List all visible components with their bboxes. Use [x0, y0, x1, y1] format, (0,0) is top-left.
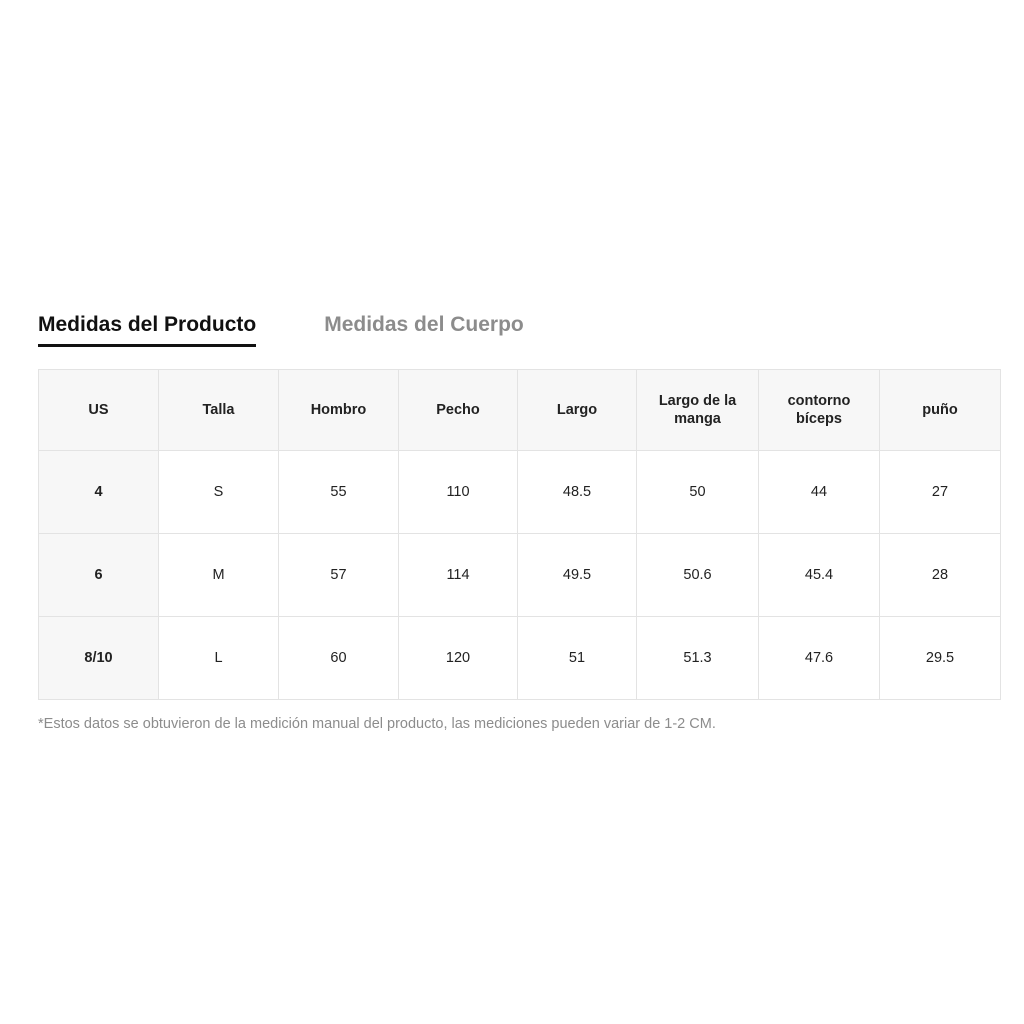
cell-largo: 51 [518, 617, 637, 700]
table-row [39, 451, 1001, 534]
cell-largo-manga: 50 [637, 451, 759, 534]
cell-largo-manga: 51.3 [637, 617, 759, 700]
cell-hombro: 55 [279, 451, 399, 534]
cell-puno: 28 [880, 534, 1001, 617]
cell-contorno-biceps: 47.6 [759, 617, 880, 700]
cell-hombro: 60 [279, 617, 399, 700]
column-header-pecho: Pecho [399, 370, 518, 451]
cell-talla: M [159, 534, 279, 617]
cell-us: 6 [39, 534, 159, 617]
size-chart-panel [38, 312, 1000, 734]
measurement-tabs [38, 312, 1000, 347]
column-header-us: US [39, 370, 159, 451]
table-row [39, 617, 1001, 700]
column-header-talla: Talla [159, 370, 279, 451]
table-row [39, 534, 1001, 617]
cell-pecho: 110 [399, 451, 518, 534]
cell-largo: 49.5 [518, 534, 637, 617]
cell-pecho: 114 [399, 534, 518, 617]
cell-puno: 27 [880, 451, 1001, 534]
cell-contorno-biceps: 44 [759, 451, 880, 534]
cell-talla: L [159, 617, 279, 700]
cell-hombro: 57 [279, 534, 399, 617]
table-header-row [39, 370, 1001, 451]
cell-pecho: 120 [399, 617, 518, 700]
tab-product-measurements[interactable]: Medidas del Producto [38, 312, 256, 347]
column-header-contorno-biceps: contorno bíceps [759, 370, 880, 451]
column-header-hombro: Hombro [279, 370, 399, 451]
column-header-largo-manga: Largo de la manga [637, 370, 759, 451]
size-table [38, 369, 1001, 700]
column-header-puno: puño [880, 370, 1001, 451]
cell-us: 4 [39, 451, 159, 534]
cell-puno: 29.5 [880, 617, 1001, 700]
cell-talla: S [159, 451, 279, 534]
cell-largo-manga: 50.6 [637, 534, 759, 617]
tab-body-measurements[interactable]: Medidas del Cuerpo [324, 313, 524, 336]
column-header-largo: Largo [518, 370, 637, 451]
cell-contorno-biceps: 45.4 [759, 534, 880, 617]
measurement-footnote: *Estos datos se obtuvieron de la medición manual del producto, las mediciones pueden variar de 1-2 CM. [38, 716, 716, 733]
cell-largo: 48.5 [518, 451, 637, 534]
cell-us: 8/10 [39, 617, 159, 700]
